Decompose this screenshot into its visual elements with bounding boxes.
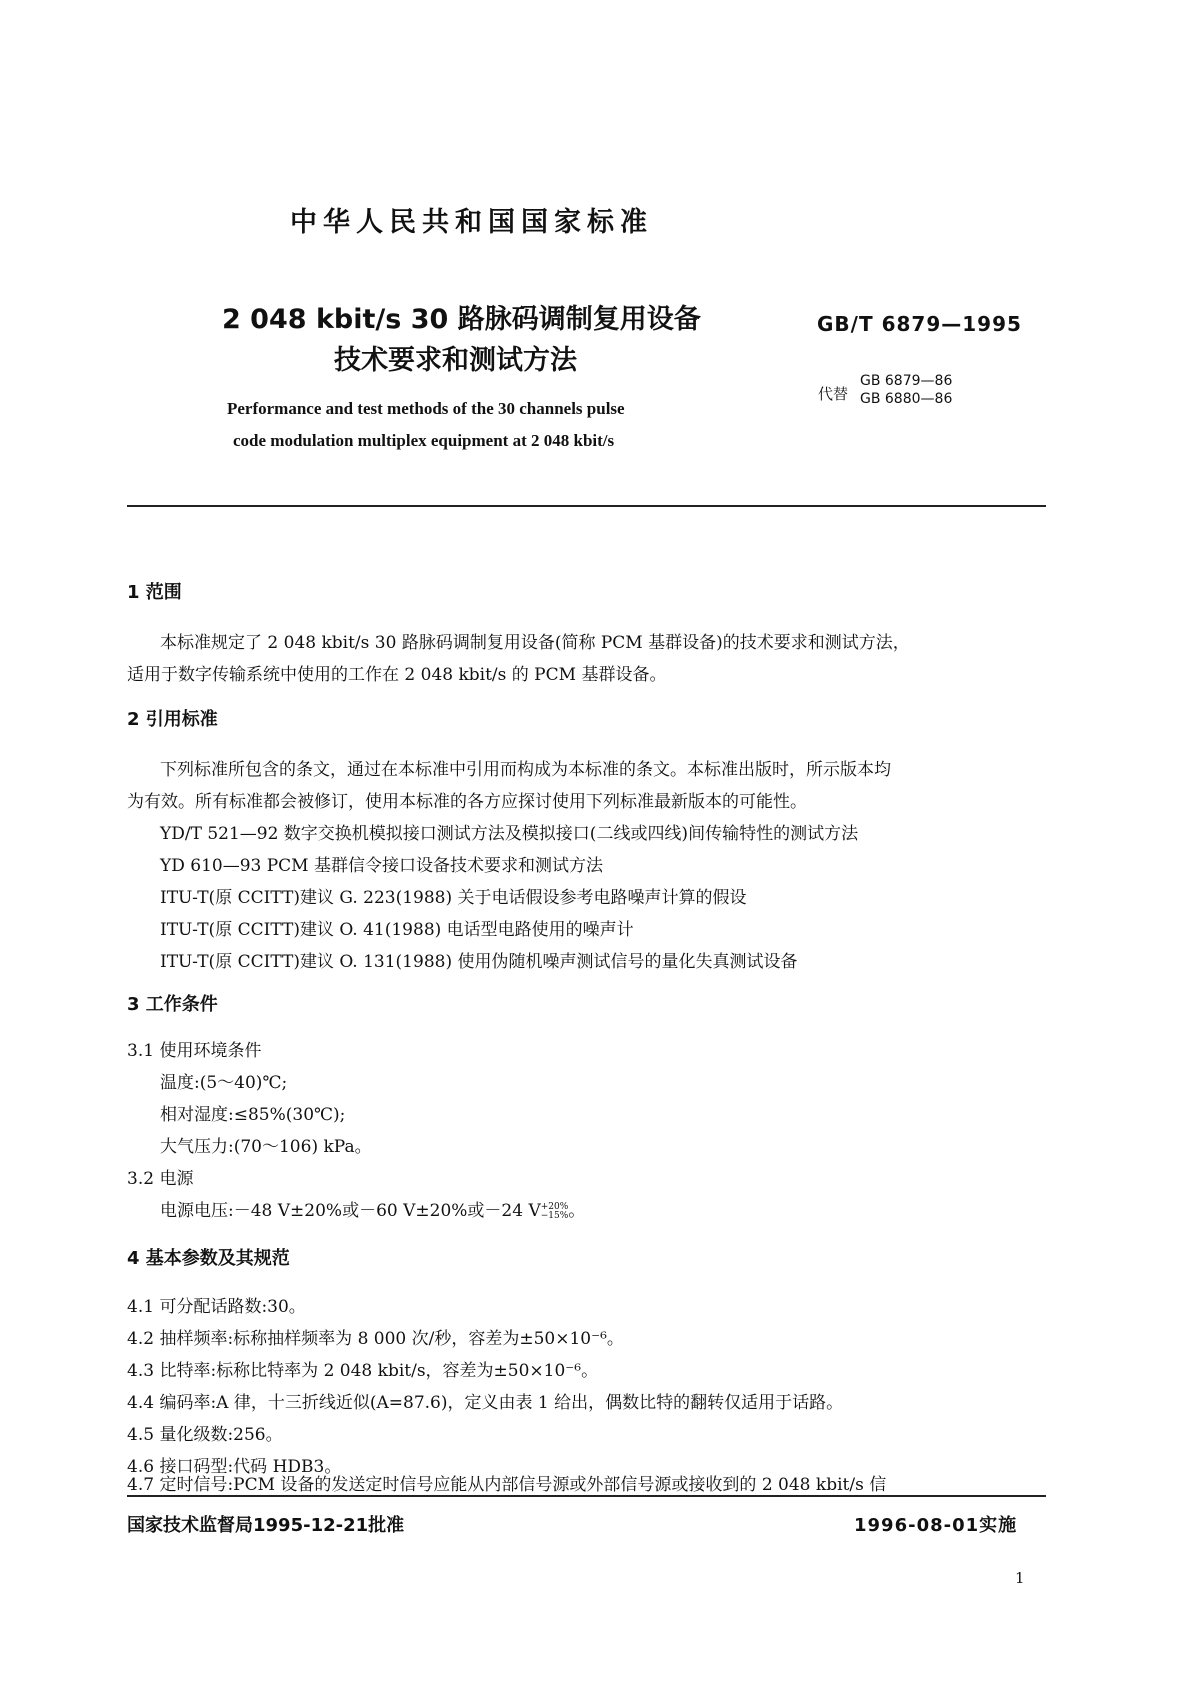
power-voltage-line [160,1196,585,1221]
footer-divider [127,1495,1046,1497]
power-tolerance-minus: −15% [540,1210,569,1221]
section-2-paragraph-line1: 下列标准所包含的条文，通过在本标准中引用而构成为本标准的条文。本标准出版时，所示版本均 [160,760,891,780]
parameter-item: 4.1 可分配话路数:30。 [127,1297,306,1317]
reference-item: ITU-T(原 CCITT)建议 O. 131(1988) 使用伪随机噪声测试信号的量化失真测试设备 [160,952,798,972]
reference-item: YD 610—93 PCM 基群信令接口设备技术要求和测试方法 [160,856,603,876]
reference-item: ITU-T(原 CCITT)建议 G. 223(1988) 关于电话假设参考电路噪声计算的假设 [160,888,747,908]
title-en-line2: code modulation multiplex equipment at 2 048 kbit/s [233,431,615,450]
parameter-item: 4.3 比特率:标称比特率为 2 048 kbit/s，容差为±50×10⁻⁶。 [127,1361,599,1381]
approval-line: 国家技术监督局1995-12-21批准 [127,1515,405,1536]
humidity-condition: 相对湿度:≤85%(30℃); [160,1105,346,1125]
title-en-line1: Performance and test methods of the 30 channels pulse [227,399,625,418]
replaced-standard-1: GB 6879—86 [860,373,953,389]
title-cn-line2: 技术要求和测试方法 [334,345,577,376]
header-divider [127,505,1046,507]
parameter-item: 4.4 编码率:A 律，十三折线近似(A=87.6)，定义由表 1 给出，偶数比特的翻转仅适用于话路。 [127,1393,844,1413]
section-1-heading: 1 范围 [127,582,182,603]
parameter-item: 4.5 量化级数:256。 [127,1425,283,1445]
section-4-heading: 4 基本参数及其规范 [127,1248,290,1269]
power-tolerance-plus: +20% [540,1201,569,1212]
page-number: 1 [1015,1569,1025,1587]
power-tolerance [541,1203,569,1221]
reference-item: ITU-T(原 CCITT)建议 O. 41(1988) 电话型电路使用的噪声计 [160,920,634,940]
section-3-heading: 3 工作条件 [127,994,218,1015]
section-3-1-title: 3.1 使用环境条件 [127,1041,262,1061]
national-standard-heading: 中华人民共和国国家标准 [290,207,653,238]
temperature-condition: 温度:(5～40)℃; [160,1073,288,1093]
parameter-item: 4.2 抽样频率:标称抽样频率为 8 000 次/秒，容差为±50×10⁻⁶。 [127,1329,624,1349]
replaced-standard-2: GB 6880—86 [860,391,953,407]
parameter-item: 4.7 定时信号:PCM 设备的发送定时信号应能从内部信号源或外部信号源或接收到的 2 048 kbit/s 信 [127,1475,887,1495]
section-3-2-title: 3.2 电源 [127,1169,194,1189]
pressure-condition: 大气压力:(70～106) kPa。 [160,1137,372,1157]
power-voltage-text: 电源电压:－48 V±20%或－60 V±20%或－24 V [160,1201,541,1221]
section-2-heading: 2 引用标准 [127,709,218,730]
title-cn-line1: 2 048 kbit/s 30 路脉码调制复用设备 [222,304,701,335]
section-1-paragraph-line2: 适用于数字传输系统中使用的工作在 2 048 kbit/s 的 PCM 基群设备。 [127,665,667,685]
power-voltage-end: 。 [568,1201,586,1221]
implementation-date: 1996-08-01实施 [854,1515,1018,1536]
replaces-label: 代替 [818,385,849,403]
parameter-item: 4.6 接口码型:代码 HDB3。 [127,1457,342,1477]
standard-number: GB/T 6879—1995 [817,312,1022,336]
reference-item: YD/T 521—92 数字交换机模拟接口测试方法及模拟接口(二线或四线)间传输特性的测试方法 [160,824,859,844]
section-2-paragraph-line2: 为有效。所有标准都会被修订，使用本标准的各方应探讨使用下列标准最新版本的可能性。 [127,792,807,812]
section-1-paragraph-line1: 本标准规定了 2 048 kbit/s 30 路脉码调制复用设备(简称 PCM 基群设备)的技术要求和测试方法， [160,633,910,653]
